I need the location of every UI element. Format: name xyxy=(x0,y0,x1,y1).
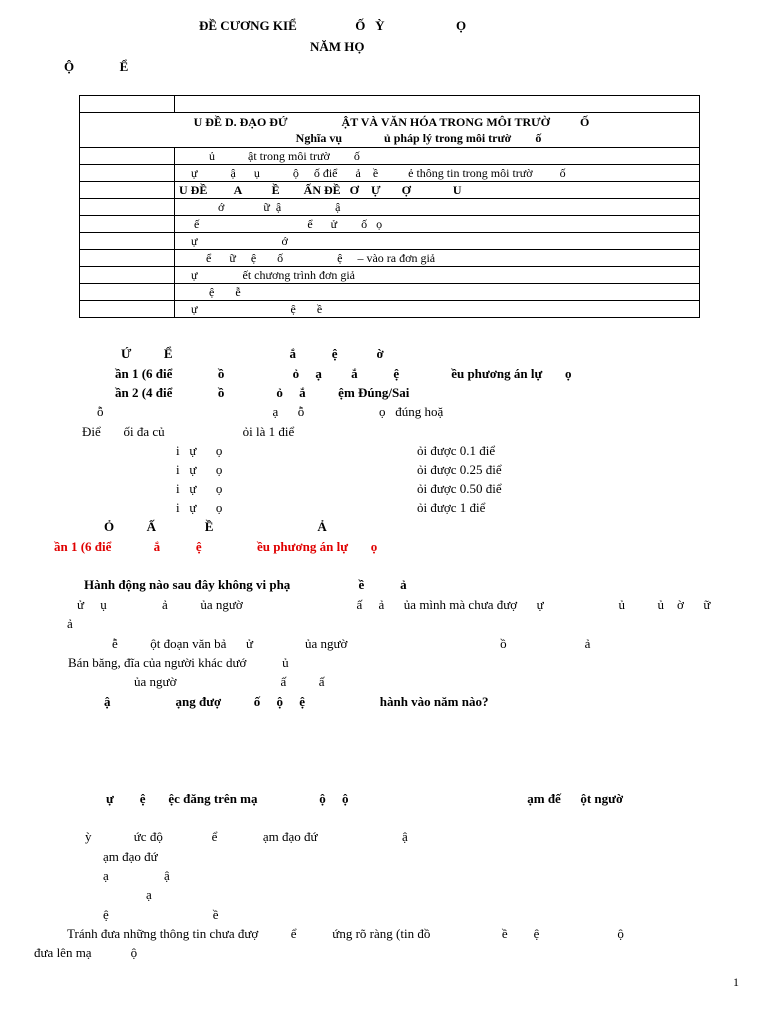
table-cell xyxy=(80,250,175,267)
table-cell: ự ậ ụ ộ ố điể ả ề ẻ thông tin trong môi trườ ố xyxy=(175,165,700,182)
question3-option: ạm đạo đứ xyxy=(103,849,158,864)
table-cell: ự ệ ề xyxy=(175,301,700,318)
table-cell xyxy=(80,182,175,199)
score-row-left: i ự ọ xyxy=(176,443,223,458)
table-cell xyxy=(80,267,175,284)
table-cell xyxy=(80,96,175,113)
question3-stem: ự ệ ệc đăng trên mạ ộ ộ ạm đế ột ngườ xyxy=(106,791,624,806)
question3-option: ỳ ức độ ể ạm đạo đứ ậ xyxy=(85,829,408,844)
score-row-left: i ự ọ xyxy=(176,481,223,496)
table-row xyxy=(80,165,700,182)
question3-option: ạ ậ xyxy=(103,868,170,883)
question1-option: ả xyxy=(67,616,73,631)
table-cell: ớ ữ ậ ậ xyxy=(175,199,700,216)
sample-part1: ần 1 (6 điể ắ ệ ều phương án lự ọ xyxy=(54,539,378,554)
table-row xyxy=(80,250,700,267)
table-cell: ể ữ ệ ố ệ – vào ra đơn giả xyxy=(175,250,700,267)
table-row xyxy=(80,182,700,199)
question1-option: ễ ột đoạn văn bả ử ủa ngườ ồ ả xyxy=(112,636,591,651)
table-cell xyxy=(80,165,175,182)
table-row xyxy=(80,216,700,233)
table-row xyxy=(80,301,700,318)
structure-note: ỗ ạ ỗ ọ đúng hoặ xyxy=(97,404,444,419)
table-cell: ự ớ xyxy=(175,233,700,250)
table-cell xyxy=(80,301,175,318)
table-row xyxy=(80,113,700,148)
score-row-left: i ự ọ xyxy=(176,462,223,477)
structure-part1 xyxy=(115,366,572,382)
structure-part2 xyxy=(115,385,409,401)
table-row xyxy=(80,148,700,165)
score-row-right: ỏi được 1 điể xyxy=(417,500,486,515)
table-cell xyxy=(175,96,700,113)
structure-heading: Ứ Ể ắ ệ ờ xyxy=(121,346,384,361)
topic-heading-cell: U ĐỀ A Ề ẤN ĐỀ Ơ Ự Ợ U xyxy=(175,182,700,199)
topic-heading-cell: U ĐỀ D. ĐẠO ĐỨ ẬT VÀ VĂN HÓA TRONG MÔI TRƯỜ Ố Nghĩa vụ ủ pháp lý trong môi trườ ố xyxy=(80,113,700,148)
doc-subtitle: Ộ Ể xyxy=(64,59,129,74)
outline-table xyxy=(79,95,700,318)
table-row xyxy=(80,267,700,284)
table-cell: ủ ật trong môi trườ ố xyxy=(175,148,700,165)
question3-answer-line: đưa lên mạ ộ xyxy=(34,945,138,960)
sample-heading: Ỏ Ấ Ề Ả xyxy=(104,519,327,534)
doc-title-line2: NĂM HỌ xyxy=(310,39,365,54)
table-cell: ự ết chương trình đơn giả xyxy=(175,267,700,284)
table-cell: ế ể ử ố ọ xyxy=(175,216,700,233)
table-row xyxy=(80,96,700,113)
table-row xyxy=(80,199,700,216)
question3-option: ệ ề xyxy=(103,907,219,922)
question1-stem: Hành động nào sau đây không vi phạ ề ả xyxy=(84,577,407,592)
question1-option: Bán băng, đĩa của người khác dướ ủ xyxy=(68,655,289,670)
table-row xyxy=(80,284,700,301)
table-cell: ệ ễ xyxy=(175,284,700,301)
score-row-left: i ự ọ xyxy=(176,500,223,515)
table-cell xyxy=(80,148,175,165)
table-cell xyxy=(80,216,175,233)
table-cell xyxy=(80,199,175,216)
score-row-right: ỏi được 0.1 điể xyxy=(417,443,496,458)
question3-answer-line: Tránh đưa những thông tin chưa đượ ể ứng rõ ràng (tin đồ ề ệ ộ xyxy=(67,926,624,941)
max-score-line: Điể ối đa củ ỏi là 1 điể xyxy=(82,424,295,439)
structure-part1-text: ần 1 (6 điể ồ ỏ ạ ắ ệ ều phương án lự ọ xyxy=(115,366,572,381)
page-number: 1 xyxy=(733,975,739,989)
table-cell xyxy=(80,233,175,250)
score-row-right: ỏi được 0.50 điể xyxy=(417,481,502,496)
score-row-right: ỏi được 0.25 điể xyxy=(417,462,502,477)
question1-option: ử ụ ả ủa ngườ ấ ả ủa mình mà chưa đượ ự ủ ủ ờ ữ xyxy=(77,597,711,612)
question1-option: ủa ngườ ấ ấ xyxy=(134,674,325,689)
question3-option: ạ xyxy=(146,887,152,902)
structure-part2-text: ần 2 (4 điể ồ ỏ ắ ệm Đúng/Sai xyxy=(115,385,410,400)
doc-title-line1: ĐỀ CƯƠNG KIỂ Ố Ỳ Ọ xyxy=(199,18,467,33)
question2-stem: ậ ạng đượ ố ộ ệ hành vào năm nào? xyxy=(104,694,489,709)
table-cell xyxy=(80,284,175,301)
table-row xyxy=(80,233,700,250)
